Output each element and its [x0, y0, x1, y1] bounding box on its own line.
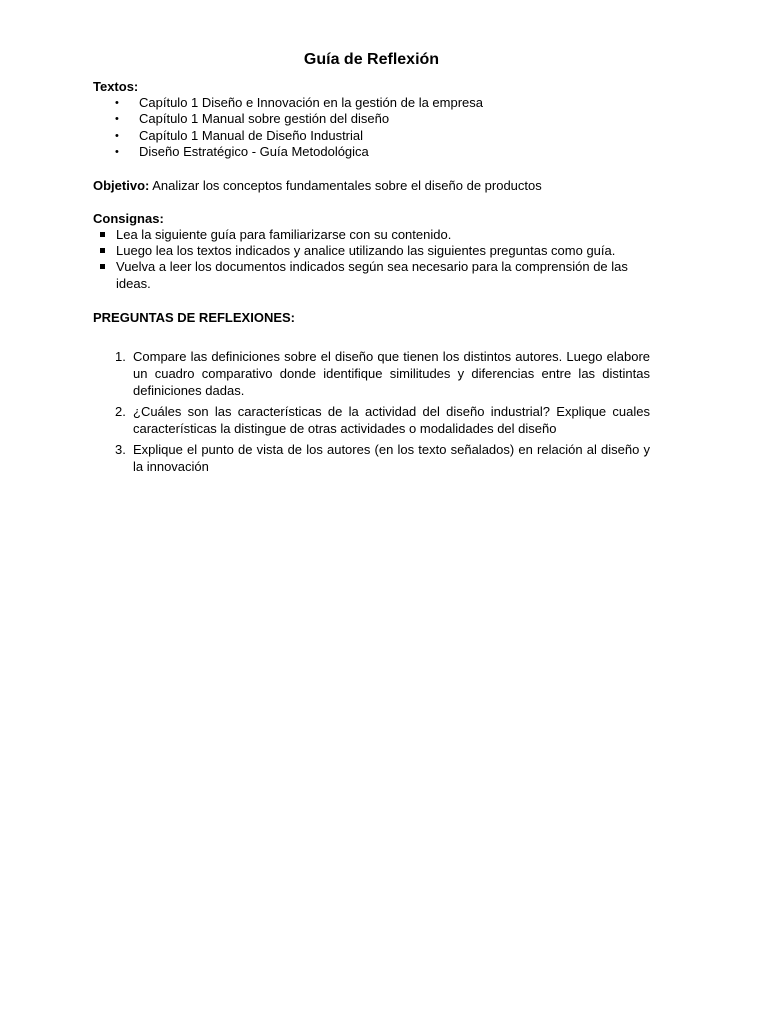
textos-section — [93, 79, 650, 161]
bullet-icon: • — [115, 97, 119, 109]
question-number: 3. — [115, 442, 126, 458]
objective-label: Objetivo: — [93, 177, 150, 193]
consignas-label: Consignas: — [93, 210, 164, 226]
list-item-text: Lea la siguiente guía para familiarizarse con su contenido. — [116, 226, 452, 242]
bullet-icon: • — [115, 129, 119, 142]
question-item — [93, 441, 650, 475]
question-text: Compare las definiciones sobre el diseño que tienen los distintos autores. Luego elabore un cuadro comparativo donde identifique similitudes y diferencias entre las distintas definiciones dadas. — [133, 349, 650, 399]
list-item — [93, 95, 650, 111]
textos-list — [93, 95, 650, 161]
document-page — [93, 50, 650, 479]
square-bullet-icon — [100, 232, 105, 237]
objective-paragraph — [93, 178, 650, 194]
list-item — [93, 259, 650, 292]
list-item-text: Luego lea los textos indicados y analice utilizando las siguientes preguntas como guía. — [116, 243, 616, 259]
list-item-text: Vuelva a leer los documentos indicados según sea necesario para la comprensión de las ideas. — [116, 259, 628, 291]
list-item-text: Capítulo 1 Manual de Diseño Industrial — [139, 127, 364, 143]
list-item-text: Capítulo 1 Diseño e Innovación en la gestión de la empresa — [139, 95, 483, 110]
list-item — [93, 128, 650, 144]
list-item-text: Diseño Estratégico - Guía Metodológica — [139, 144, 369, 160]
bullet-icon: • — [115, 146, 119, 159]
questions-list — [93, 348, 650, 475]
consignas-section — [93, 211, 650, 293]
question-item — [93, 348, 650, 399]
list-item — [93, 144, 650, 160]
list-item — [93, 227, 650, 243]
textos-label: Textos: — [93, 79, 139, 94]
question-number: 2. — [115, 404, 126, 420]
bullet-icon: • — [115, 113, 119, 126]
square-bullet-icon — [100, 248, 105, 253]
page-title: Guía de Reflexión — [303, 51, 440, 68]
question-item — [93, 403, 650, 437]
preguntas-heading: PREGUNTAS DE REFLEXIONES: — [93, 310, 296, 326]
list-item — [93, 243, 650, 259]
consignas-list — [93, 227, 650, 293]
square-bullet-icon — [100, 264, 105, 269]
question-text: ¿Cuáles son las características de la actividad del diseño industrial? Explique cuales características la distingue de otras actividades o modalidades del diseño — [133, 404, 650, 437]
list-item — [93, 111, 650, 127]
objective-text: Analizar los conceptos fundamentales sobre el diseño de productos — [149, 177, 542, 193]
question-number: 1. — [115, 349, 126, 365]
question-text: Explique el punto de vista de los autores (en los texto señalados) en relación al diseño y la innovación — [133, 442, 650, 475]
list-item-text: Capítulo 1 Manual sobre gestión del diseño — [139, 111, 390, 127]
